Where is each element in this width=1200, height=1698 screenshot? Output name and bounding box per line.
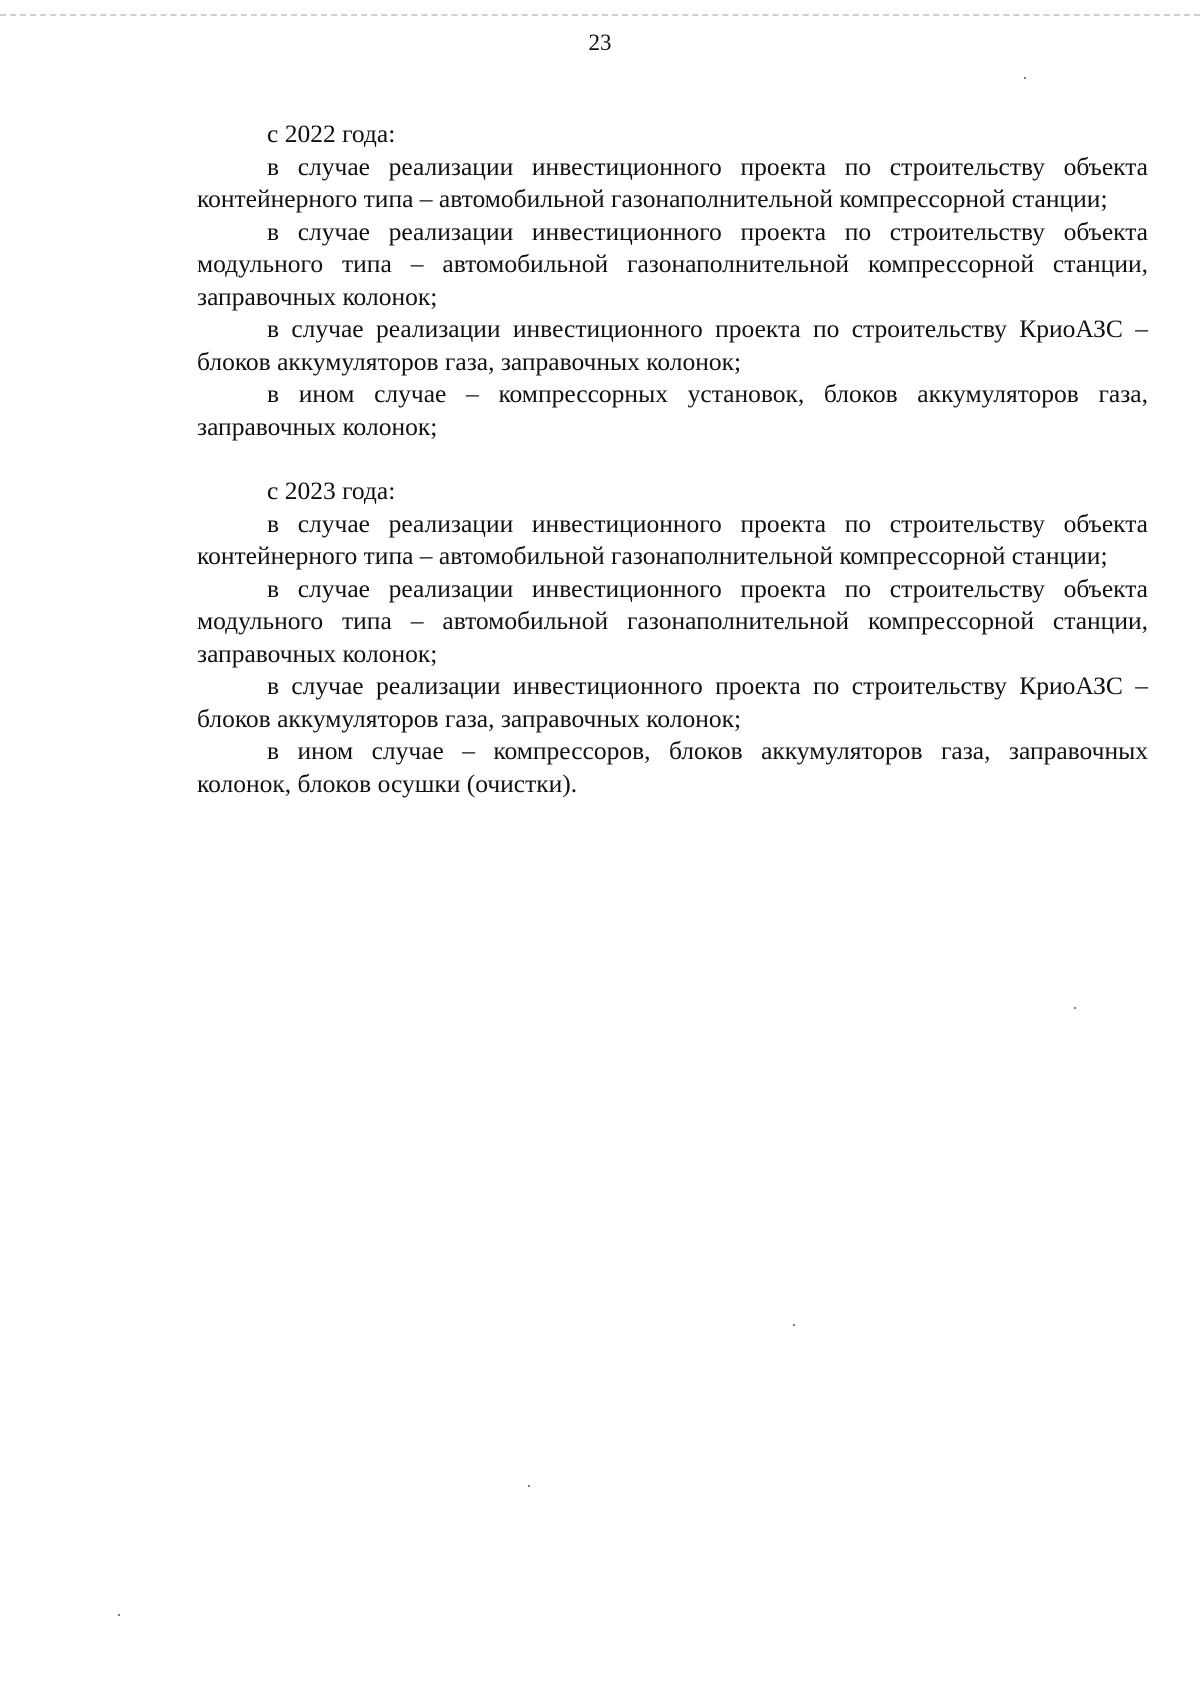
- list-paragraph: в случае реализации инвестиционного проекта по строительству КриоАЗС – блоков аккумуляторов газа, заправочных колонок;: [197, 314, 1148, 376]
- list-paragraph: в ином случае – компрессоров, блоков аккумуляторов газа, заправочных колонок, блоков осушки (очистки).: [197, 736, 1148, 798]
- section-2023: [197, 475, 1148, 800]
- document-body: [197, 118, 1148, 800]
- scan-speck: [793, 1324, 795, 1326]
- section-heading: с 2023 года:: [267, 476, 396, 505]
- scan-speck: [1074, 1007, 1076, 1009]
- list-paragraph: в ином случае – компрессорных установок, блоков аккумуляторов газа, заправочных колонок;: [197, 379, 1148, 441]
- page-number: 23: [588, 30, 612, 55]
- scan-edge-artifact: [0, 14, 1200, 20]
- list-paragraph: в случае реализации инвестиционного проекта по строительству объекта контейнерного типа – автомобильной газонаполнительной компрессорной станции;: [197, 508, 1148, 570]
- list-paragraph: в случае реализации инвестиционного проекта по строительству объекта модульного типа – автомобильной газонаполнительной компрессорной станции, заправочных колонок;: [197, 573, 1148, 668]
- list-paragraph: в случае реализации инвестиционного проекта по строительству объекта контейнерного типа – автомобильной газонаполнительной компрессорной станции;: [197, 151, 1148, 213]
- scan-speck: [528, 1485, 530, 1487]
- section-2022: [197, 118, 1148, 443]
- scan-speck: [1024, 77, 1026, 79]
- list-paragraph: в случае реализации инвестиционного проекта по строительству объекта модульного типа – автомобильной газонаполнительной компрессорной станции, заправочных колонок;: [197, 216, 1148, 311]
- scan-speck: [118, 1614, 120, 1616]
- list-paragraph: в случае реализации инвестиционного проекта по строительству КриоАЗС – блоков аккумуляторов газа, заправочных колонок;: [197, 671, 1148, 733]
- section-heading: с 2022 года:: [267, 119, 396, 148]
